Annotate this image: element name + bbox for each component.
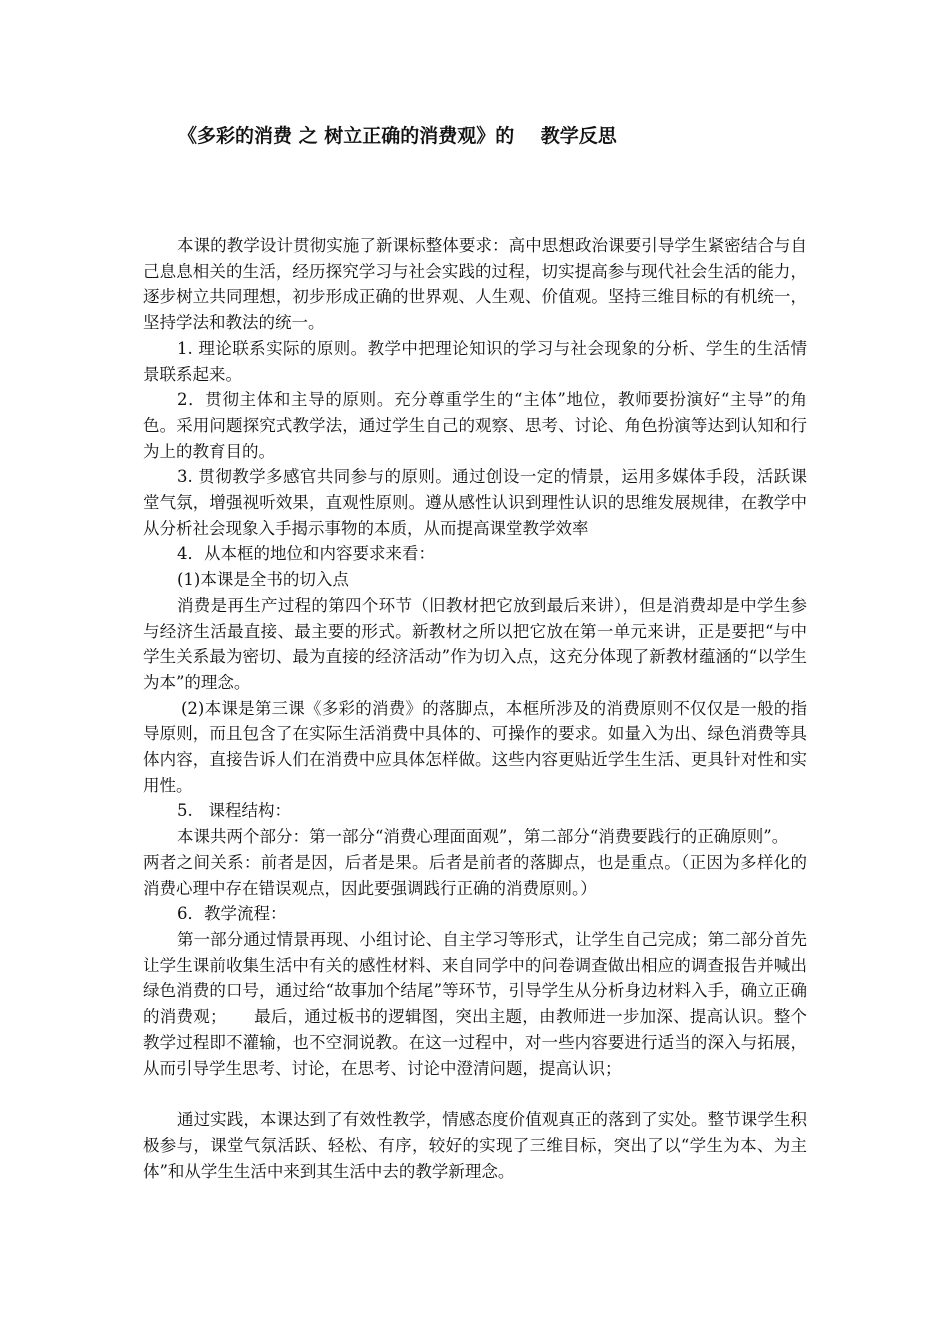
paragraph-spacer — [143, 1081, 807, 1107]
paragraph-principle-3: 3. 贯彻教学多感官共同参与的原则。通过创设一定的情景，运用多媒体手段，活跃课堂气氛，增强视听效果，直观性原则。遵从感性认识到理性认识的思维发展规律，在教学中从分析社会现象入手揭示事物的本质，从而提高课堂教学效率 — [143, 467, 807, 538]
paragraph-teaching-flow: 第一部分通过情景再现、小组讨论、自主学习等形式，让学生自己完成；第二部分首先让学生课前收集生活中有关的感性材料、来自同学中的问卷调查做出相应的调查报告并喊出绿色消费的口号，通过给“故事加个结尾”等环节，引导学生从分析身边材料入手，确立正确的消费观； 最后，通过板书的逻辑图，突出主题，由教师进一步加深、提高认识。整个教学过程即不灌输，也不空洞说教。在这一过程中，对一些内容要进行适当的深入与拓展，从而引导学生思考、讨论，在思考、讨论中澄清问题，提高认识； — [143, 929, 807, 1078]
paragraph-principle-2: 2．贯彻主体和主导的原则。充分尊重学生的“主体”地位，教师要扮演好“主导”的角色。采用问题探究式教学法，通过学生自己的观察、思考、讨论、角色扮演等达到认知和行为上的教育目的。 — [143, 390, 807, 461]
paragraph-course-structure: 本课共两个部分：第一部分“消费心理面面观”，第二部分“消费要践行的正确原则”。 — [177, 827, 789, 847]
paragraph-item-4-2: (2)本课是第三课《多彩的消费》的落脚点，本框所涉及的消费原则不仅仅是一般的指导原则，而且包含了在实际生活消费中具体的、可操作的要求。如量入为出、绿色消费等具体内容，直接告诉人们在消费中应具体怎样做。这些内容更贴近学生生活、更具针对性和实用性。 — [143, 698, 807, 795]
paragraph-relationship: 两者之间关系：前者是因，后者是果。后者是前者的落脚点，也是重点。（正因为多样化的消费心理中存在错误观点，因此要强调践行正确的消费原则。） — [143, 852, 807, 898]
paragraph-item-4-1-body: 消费是再生产过程的第四个环节（旧教材把它放到最后来讲），但是消费却是中学生参与经济生活最直接、最主要的形式。新教材之所以把它放在第一单元来讲，正是要把“与中学生关系最为密切、最为直接的经济活动”作为切入点，这充分体现了新教材蕴涵的“以学生为本”的理念。 — [143, 595, 807, 692]
document-title: 《多彩的消费 之 树立正确的消费观》的 教学反思 — [178, 125, 617, 147]
paragraph-conclusion: 通过实践，本课达到了有效性教学，情感态度价值观真正的落到了实处。整节课学生积极参与，课堂气氛活跃、轻松、有序，较好的实现了三维目标，突出了以“学生为本、为主体”和从学生生活中来到其生活中去的教学新理念。 — [143, 1110, 807, 1181]
paragraph-principle-1: 1. 理论联系实际的原则。教学中把理论知识的学习与社会现象的分析、学生的生活情景联系起来。 — [143, 338, 807, 384]
paragraph-intro: 本课的教学设计贯彻实施了新课标整体要求：高中思想政治课要引导学生紧密结合与自己息息相关的生活，经历探究学习与社会实践的过程，切实提高参与现代社会生活的能力，逐步树立共同理想，初步形成正确的世界观、人生观、价值观。坚持三维目标的有机统一，坚持学法和教法的统一。 — [143, 236, 807, 333]
paragraph-item-6-heading: 6．教学流程： — [177, 904, 287, 924]
document-body — [143, 233, 807, 1184]
paragraph-item-4-heading: 4．从本框的地位和内容要求来看： — [177, 544, 435, 564]
paragraph-item-5-heading: 5. 课程结构： — [177, 801, 291, 821]
paragraph-item-4-1-heading: (1)本课是全书的切入点 — [177, 570, 349, 590]
